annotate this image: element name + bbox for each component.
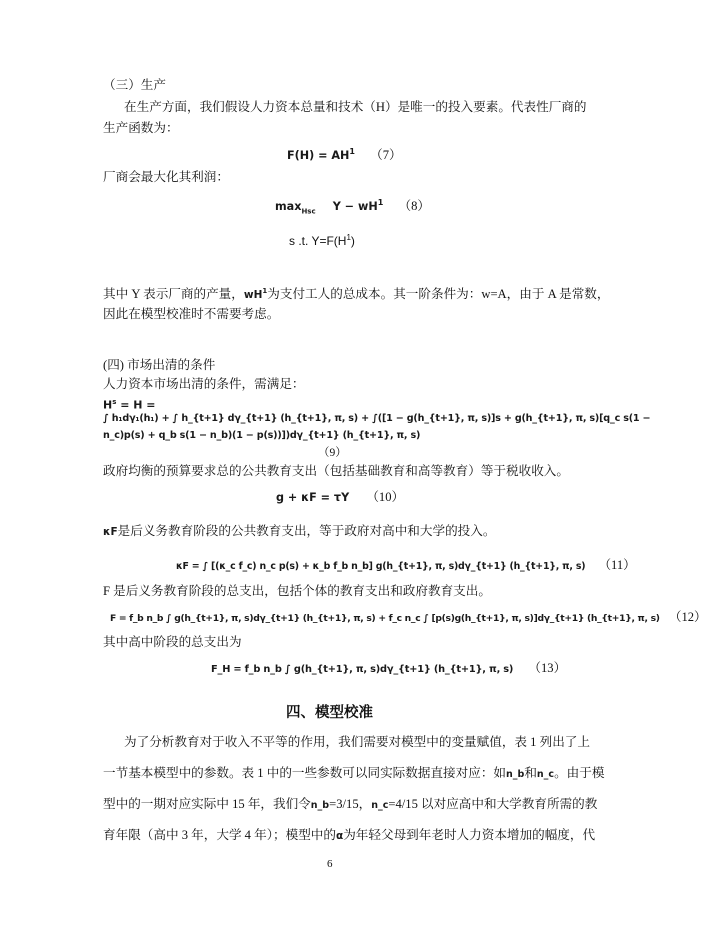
paragraph-calibration-line1: 为了分析教育对于收入不平等的作用，我们需要对模型中的变量赋值，表 1 列出了上 (124, 735, 590, 749)
paragraph-total-expenditure: F 是后义务教育阶段的总支出，包括个体的教育支出和政府教育支出。 (103, 584, 491, 598)
paragraph-calibration-line3-c: =4/15 以对应高中和大学教育所需的教 (388, 797, 598, 811)
paragraph-kappa-f-text: 是后义务教育阶段的公共教育支出，等于政府对高中和大学的投入。 (117, 524, 496, 538)
equation-12-number: （12） (668, 610, 707, 624)
paragraph-high-school-expenditure: 其中高中阶段的总支出为 (103, 635, 242, 649)
equation-7-sup: 1 (349, 147, 355, 156)
equation-7 (287, 144, 402, 164)
paragraph-kappa-f (103, 523, 495, 540)
paragraph-calibration-line2-b: 。由于模 (554, 766, 605, 780)
equation-8-number: （8） (398, 199, 430, 214)
equation-8-body: Y − wH (332, 200, 378, 214)
equation-11 (176, 557, 636, 575)
paragraph-firm-output-line2: 因此在模型校准时不需要考虑。 (103, 307, 280, 321)
paragraph-calibration-line4 (103, 827, 595, 844)
paragraph-firm-output-b: 为支付工人的总成本。其一阶条件为：w=A，由于 A 是常数， (267, 287, 610, 302)
equation-13-formula: F_H = f_b n_b ∫ g(h_{t+1}, π, s)dγ_{t+1} (h_{t+1}, π, s) (211, 664, 514, 675)
paragraph-production-line1: 在生产方面，我们假设人力资本总量和技术（H）是唯一的投入要素。代表性厂商的 (124, 100, 587, 114)
equation-13 (211, 660, 566, 678)
n-b-symbol: n_b (506, 769, 525, 780)
section-title-market-clearing: (四) 市场出清的条件 (103, 358, 216, 372)
equation-13-number: （13） (528, 661, 567, 675)
equation-10 (276, 489, 404, 506)
equation-10-number: （10） (366, 490, 405, 504)
equation-8-sup: 1 (377, 198, 384, 207)
constraint-text: s .t. Y=F(H (289, 234, 347, 248)
equation-11-number: （11） (598, 558, 636, 572)
equation-8-max: max (275, 200, 302, 214)
paragraph-calibration-line3-b: =3/15， (329, 797, 372, 811)
kappa-f-symbol: κF (103, 526, 118, 538)
equation-7-number: （7） (370, 148, 402, 163)
equation-9-hs: H (103, 398, 113, 412)
equation-9-eq: = H = (116, 398, 156, 412)
and-text: 和 (524, 766, 537, 780)
constraint-close: ) (350, 234, 355, 248)
paragraph-calibration-line3 (103, 796, 597, 814)
equation-10-formula: g + κF = τY (276, 491, 350, 504)
constraint-sup: 1 (346, 233, 351, 242)
paragraph-profit-max: 厂商会最大化其利润： (103, 170, 229, 184)
n-c-symbol: n_c (536, 769, 555, 780)
n-b-symbol-2: n_b (310, 800, 330, 811)
equation-12-formula: F = f_b n_b ∫ g(h_{t+1}, π, s)dγ_{t+1} (h_{t+1}, π, s) + f_c n_c ∫ [p(s)g(h_{t+1}, π, s)]dγ_{t+1} (h_{t+1}, π, s) (110, 613, 660, 624)
paragraph-market-clearing-intro: 人力资本市场出清的条件，需满足： (103, 377, 305, 391)
equation-9-line2: ∫ h₁dγ₁(h₁) + ∫ h_{t+1} dγ_{t+1} (h_{t+1}, π, s) + ∫([1 − g(h_{t+1}, π, s)]s + g(h_{t+1}, π, s)[q_c s(1 − (103, 413, 651, 424)
paragraph-firm-output (103, 283, 610, 303)
paragraph-calibration-line4-b: 为年轻父母到年老时人力资本增加的幅度，代 (343, 828, 596, 842)
n-c-symbol-2: n_c (371, 800, 389, 811)
page-number: 6 (327, 858, 333, 870)
section-heading-calibration: 四、模型校准 (286, 705, 373, 721)
paragraph-government-budget: 政府均衡的预算要求总的公共教育支出（包括基础教育和高等教育）等于税收收入。 (103, 464, 569, 478)
constraint (289, 230, 355, 249)
wage-cost-sup: 1 (262, 287, 268, 295)
paragraph-production-line2: 生产函数为： (103, 121, 179, 135)
paragraph-calibration-line4-a: 育年限（高中 3 年，大学 4 年）；模型中的 (103, 828, 336, 842)
section-title-production: （三）生产 (103, 78, 166, 92)
paragraph-calibration-line2 (103, 765, 604, 783)
equation-12 (110, 609, 707, 627)
equation-7-formula: F(H) = AH (287, 149, 350, 163)
equation-8 (275, 195, 430, 220)
equation-9-hs-sup: s (112, 398, 117, 406)
paragraph-firm-output-a: 其中 Y 表示厂商的产量， (103, 287, 244, 302)
paragraph-calibration-line3-a: 型中的一期对应实际中 15 年，我们令 (103, 797, 311, 811)
equation-8-sub: Hsc (301, 207, 316, 216)
wage-cost-symbol: wH (243, 289, 263, 302)
paragraph-calibration-line2-a: 一节基本模型中的参数。表 1 中的一些参数可以同实际数据直接对应：如 (103, 766, 506, 780)
alpha-symbol: α (335, 830, 344, 842)
equation-9-number: （9） (318, 447, 347, 459)
equation-9-line3: n_c)p(s) + q_b s(1 − n_b)(1 − p(s))])dγ_{t+1} (h_{t+1}, π, s) (103, 430, 421, 441)
equation-11-formula: κF = ∫ [(κ_c f_c) n_c p(s) + κ_b f_b n_b] g(h_{t+1}, π, s)dγ_{t+1} (h_{t+1}, π, s) (176, 561, 586, 572)
